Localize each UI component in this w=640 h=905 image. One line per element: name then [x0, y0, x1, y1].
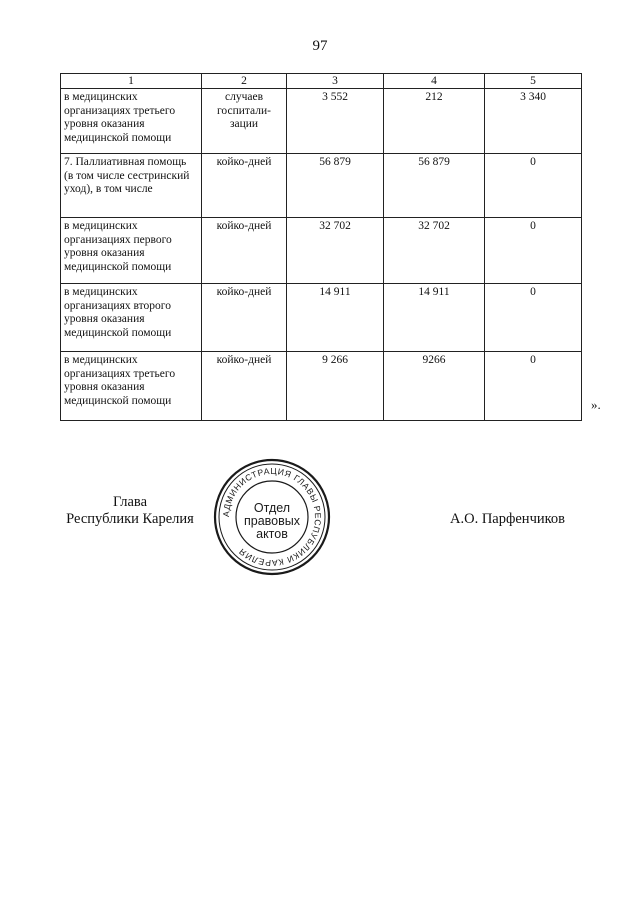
row-unit-cell: койко-дней	[202, 154, 287, 218]
table-row	[61, 352, 582, 421]
stamp-line1: Отдел	[253, 501, 291, 515]
row-value-col5: 0	[485, 154, 582, 218]
row-value-col5: 0	[485, 218, 582, 284]
row-value-col4: 212	[384, 89, 485, 154]
row-value-col5: 0	[485, 284, 582, 352]
stamp-line3: актов	[256, 527, 288, 541]
column-header-3: 3	[287, 74, 384, 89]
signature-title	[60, 494, 200, 528]
column-header-1: 1	[61, 74, 202, 89]
row-value-col3: 9 266	[287, 352, 384, 421]
row-name-cell: в медицинских организациях третьего уровня оказания медицинской помощи	[61, 89, 202, 154]
column-header-5: 5	[485, 74, 582, 89]
row-value-col4: 32 702	[384, 218, 485, 284]
column-header-4: 4	[384, 74, 485, 89]
table-row	[61, 154, 582, 218]
column-header-2: 2	[202, 74, 287, 89]
signature-title-line1: Глава	[112, 494, 148, 510]
row-value-col5: 0	[485, 352, 582, 421]
row-unit-cell: койко-дней	[202, 352, 287, 421]
row-value-col3: 56 879	[287, 154, 384, 218]
row-name-cell: 7. Паллиативная помощь (в том числе сестринский уход), в том числе	[61, 154, 202, 218]
row-unit-cell: койко-дней	[202, 284, 287, 352]
stamp-line2: правовых	[244, 514, 300, 528]
page-number: 97	[312, 38, 328, 54]
table-row	[61, 284, 582, 352]
row-unit-cell: случаев госпитали-зации	[202, 89, 287, 154]
stamp-ring-text: АДМИНИСТРАЦИЯ ГЛАВЫ РЕСПУБЛИКИ КАРЕЛИЯ	[220, 465, 324, 569]
data-table	[60, 73, 582, 421]
row-name-cell: в медицинских организациях третьего уровня оказания медицинской помощи	[61, 352, 202, 421]
row-value-col3: 14 911	[287, 284, 384, 352]
row-value-col3: 32 702	[287, 218, 384, 284]
table-header-row	[61, 74, 582, 89]
official-stamp	[213, 458, 331, 576]
closing-quote: ».	[591, 397, 601, 412]
table-row	[61, 89, 582, 154]
signature-title-line2: Республики Карелия	[66, 511, 194, 527]
row-value-col4: 9266	[384, 352, 485, 421]
row-name-cell: в медицинских организациях первого уровня оказания медицинской помощи	[61, 218, 202, 284]
row-value-col3: 3 552	[287, 89, 384, 154]
row-value-col4: 14 911	[384, 284, 485, 352]
row-unit-cell: койко-дней	[202, 218, 287, 284]
row-value-col5: 3 340	[485, 89, 582, 154]
table-row	[61, 218, 582, 284]
signatory-name: А.О. Парфенчиков	[450, 511, 566, 527]
row-name-cell: в медицинских организациях второго уровня оказания медицинской помощи	[61, 284, 202, 352]
row-value-col4: 56 879	[384, 154, 485, 218]
